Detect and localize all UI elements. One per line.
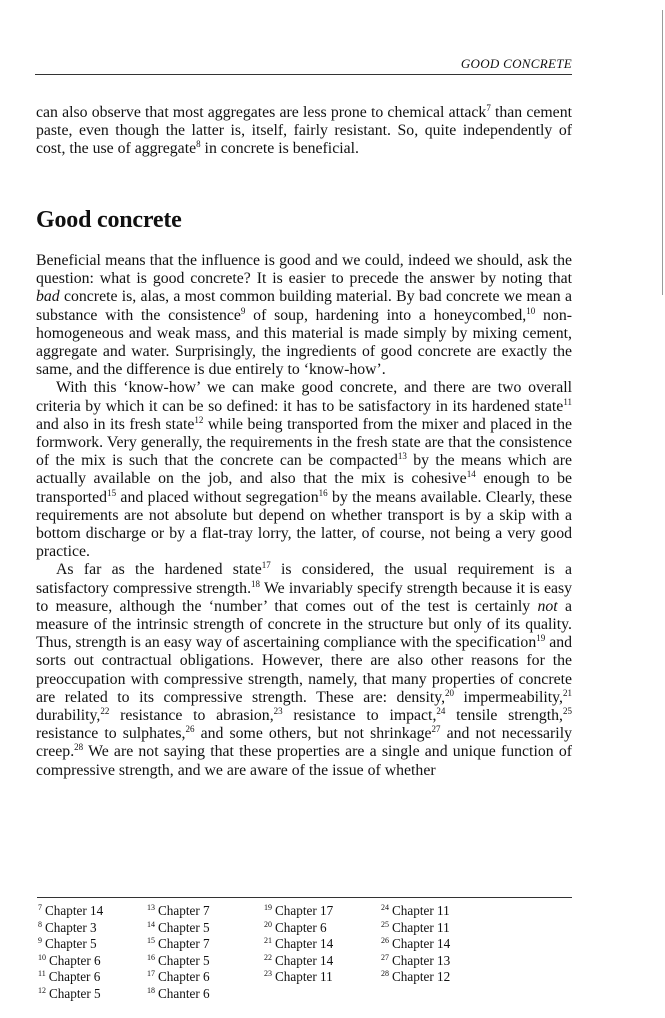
footnote-number: 10: [38, 952, 46, 962]
footnote-number: 15: [147, 936, 155, 945]
footnote-text: Chapter 6: [48, 969, 101, 984]
section-heading: Good concrete: [36, 207, 182, 233]
footnote-ref: 20: [445, 687, 455, 698]
footnote-number: 16: [147, 952, 155, 962]
footnote-number: 23: [264, 969, 272, 978]
footnote-number: 19: [264, 903, 272, 912]
footnote-number: 8: [38, 919, 42, 929]
footnote-item: [147, 969, 264, 986]
footnote-ref: 27: [431, 724, 441, 735]
footnote-item: [264, 969, 381, 986]
footnote-text: Chapter 12: [392, 969, 451, 984]
footnote-ref: 19: [536, 633, 546, 644]
header-rule: [35, 74, 572, 75]
footnote-item: [38, 986, 147, 1003]
footnote-item: [264, 936, 381, 953]
footnote-text: Chapter 11: [392, 919, 450, 935]
footnote-ref: 26: [185, 724, 195, 735]
emphasis: bad: [36, 288, 60, 306]
footnote-column: [38, 903, 147, 1002]
footnote-ref: 10: [526, 305, 536, 316]
footnote-ref: 24: [436, 706, 446, 717]
footnote-number: 26: [381, 936, 389, 945]
footnote-ref: 18: [251, 578, 261, 589]
paragraph: As far as the hardened state$^{17}$ is considered, the usual requirement is a satisfactory compressive strength.$^{18}$ We invariably specify strength because it is easy to measure, although the ‘number’ that comes out of the test is certainly not a measure of the intrinsic strength of concrete in the structure but only of its quality. Thus, strength is an easy way of ascertaining compliance with the specification$^{19}$ and sorts out contractual obligations. However, there are also other reasons for the preoccupation with compressive strength, namely, that many properties of concrete are related to its compressive strength. These are: density,$^{20}$ impermeability,$^{21}$ durability,$^{22}$ resistance to abrasion,$^{23}$ resistance to impact,$^{24}$ tensile strength,$^{25}$ resistance to sulphates,$^{26}$ and some others, but not shrinkage$^{27}$ and not necessarily creep.$^{28}$ We are not saying that these properties are a single and unique function of compressive strength, and we are aware of the issue of whether: [36, 560, 573, 779]
footnote-item: [147, 936, 264, 953]
footnote-ref: 12: [194, 414, 204, 425]
running-head: GOOD CONCRETE: [460, 56, 572, 71]
footnote-ref: 25: [562, 706, 572, 717]
footnote-item: [264, 953, 381, 970]
footnote-text: Chapter 7: [158, 936, 210, 951]
footnote-ref: 28: [74, 742, 84, 753]
footnote-item: [147, 953, 264, 970]
footnote-ref: 13: [397, 451, 407, 462]
footnote-item: [381, 936, 498, 953]
footnote-text: Chapter 6: [275, 919, 327, 935]
footnote-item: [381, 969, 498, 986]
footnote-item: [38, 953, 147, 970]
footnote-text: Chapter 17: [275, 903, 334, 918]
footnote-item: [38, 903, 147, 920]
footnote-item: [381, 953, 498, 970]
footnote-text: Chapter 14: [275, 952, 334, 968]
footnote-ref: 17: [261, 560, 271, 571]
footnote-text: Chapter 7: [158, 903, 210, 918]
footnote-number: 11: [38, 969, 46, 978]
footnote-item: [147, 920, 264, 937]
footnote-text: Chapter 11: [275, 969, 333, 984]
footnote-ref: 14: [466, 469, 476, 480]
footnote-number: 28: [381, 969, 389, 978]
footnote-text: Chapter 5: [49, 985, 101, 1001]
footnote-item: [381, 903, 498, 920]
footnote-item: [147, 986, 264, 1003]
paragraph: With this ‘know-how’ we can make good concrete, and there are two overall criteria by which it can be so defined: it has to be satisfactory in its hardened state$^{11}$ and also in its fresh state$^{12}$ while being transported from the mixer and placed in the formwork. Very generally, the requirements in the fresh state are that the consistence of the mix is such that the concrete can be compacted$^{13}$ by the means which are actually available on the job, and also that the mix is cohesive$^{14}$ enough to be transported$^{15}$ and placed without segregation$^{16}$ by the means available. Clearly, these requirements are not absolute but depend on whether transport is by a skip with a bottom discharge or by a flat-tray lorry, the latter, of course, not being a very good practice.: [36, 379, 572, 561]
continued-paragraph: [36, 104, 572, 159]
footnote-column: [381, 903, 498, 1002]
paragraph: Beneficial means that the influence is good and we could, indeed we should, ask the question: what is good concrete? It is easier to precede the answer by noting that bad concrete is, alas, a most common building material. By bad concrete we mean a substance with the consistence$^9$ of soup, hardening into a honeycombed,$^{10}$ non-homogeneous and weak mass, and this material is made simply by mixing cement, aggregate and water. Surprisingly, the ingredients of good concrete are exactly the same, and the difference is due entirely to ‘know-how’.: [36, 252, 572, 379]
footnote-text: Chapter 5: [158, 952, 210, 968]
footnote-text: Chapter 3: [45, 919, 97, 935]
footnote-number: 27: [381, 952, 389, 962]
footnote-ref: 22: [100, 706, 110, 717]
footnote-ref: 16: [318, 487, 328, 498]
footnote-ref: 8: [196, 139, 201, 150]
footnote-ref: 21: [563, 687, 572, 698]
footnote-number: 9: [38, 936, 42, 945]
footnote-number: 21: [264, 936, 272, 945]
section-body: [36, 252, 572, 780]
footnote-text: Chapter 13: [392, 952, 451, 968]
footnote-item: [264, 920, 381, 937]
emphasis: not: [537, 597, 558, 615]
footnote-text: Chapter 14: [392, 936, 451, 951]
paragraph: can also observe that most aggregates are less prone to chemical attack$^7$ than cement paste, even though the latter is, itself, fairly resistant. So, quite independently of cost, the use of aggregate$^8$ in concrete is beneficial.: [36, 103, 572, 158]
footnote-number: 24: [381, 903, 389, 912]
footnote-text: Chapter 14: [45, 903, 104, 918]
footnote-item: [38, 920, 147, 937]
footnote-item: [38, 936, 147, 953]
footnotes: [38, 903, 578, 1002]
footnote-text: Chapter 11: [392, 903, 450, 918]
footnote-item: [381, 920, 498, 937]
page-edge-line: [662, 10, 663, 295]
footnote-ref: 11: [563, 396, 572, 407]
footnote-text: Chapter 5: [158, 919, 210, 935]
footnote-column: [147, 903, 264, 1002]
footnote-ref: 23: [273, 706, 283, 717]
footnote-ref: 9: [240, 305, 246, 316]
footnote-number: 22: [264, 952, 272, 962]
footnote-number: 14: [147, 919, 155, 929]
footnote-number: 18: [147, 985, 155, 995]
footnote-number: 13: [147, 903, 155, 912]
footnote-number: 17: [147, 969, 155, 978]
footnote-number: 7: [38, 903, 42, 912]
footnote-item: [264, 903, 381, 920]
footnote-text: Chapter 6: [49, 952, 101, 968]
footnote-rule: [37, 897, 572, 898]
footnote-text: Chanter 6: [158, 985, 210, 1001]
footnote-item: [147, 903, 264, 920]
footnote-text: Chapter 5: [45, 936, 97, 951]
footnote-number: 25: [381, 919, 389, 929]
footnote-text: Chapter 14: [275, 936, 334, 951]
footnote-text: Chapter 6: [158, 969, 210, 984]
footnote-number: 20: [264, 919, 272, 929]
footnote-ref: 7: [486, 103, 491, 113]
footnote-number: 12: [38, 985, 46, 995]
footnote-column: [264, 903, 381, 1002]
footnote-ref: 15: [107, 487, 117, 498]
footnote-item: [38, 969, 147, 986]
